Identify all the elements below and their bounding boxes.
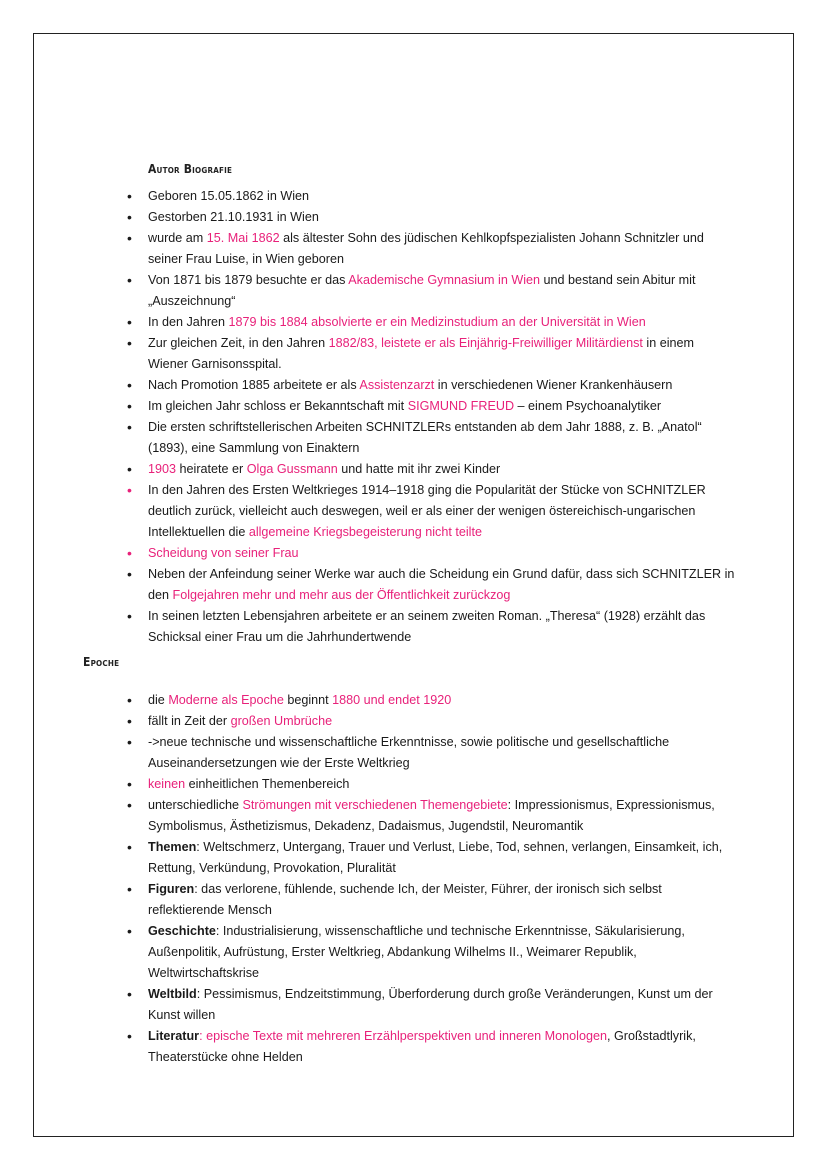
text-segment: Gestorben 21.10.1931 in Wien [148, 210, 319, 224]
text-segment: wurde am [148, 231, 207, 245]
heading-autor-biografie: Autor Biografie [148, 162, 233, 176]
list-item [127, 564, 737, 606]
bullet-icon: • [127, 398, 132, 414]
bullet-icon: • [127, 1028, 132, 1044]
list-item [127, 984, 737, 1026]
list-item [127, 543, 737, 564]
text-segment: unterschiedliche [148, 798, 243, 812]
highlighted-text: 1903 [148, 462, 177, 476]
list-item [127, 1026, 737, 1068]
text-segment: in einem Wiener Garnisonsspital. [148, 336, 695, 371]
list-item [127, 396, 737, 417]
text-segment: , Großstadtlyrik, Theaterstücke ohne Helden [148, 1029, 696, 1064]
bold-label: Literatur [148, 1029, 200, 1043]
list-item [127, 837, 737, 879]
highlighted-text: : [199, 1029, 207, 1043]
highlighted-text: Scheidung von seiner Frau [148, 546, 299, 560]
highlighted-text: Assistenzarzt [359, 378, 435, 392]
bullet-icon: • [127, 230, 132, 246]
highlighted-text: Moderne als Epoche [168, 693, 284, 707]
bullet-icon: • [127, 545, 132, 561]
bullet-icon: • [127, 314, 132, 330]
bullet-icon: • [127, 419, 132, 435]
bullet-icon: • [127, 692, 132, 708]
bullet-icon: • [127, 923, 132, 939]
epoch-list [127, 690, 737, 1068]
bullet-icon: • [127, 839, 132, 855]
list-item [127, 774, 737, 795]
bold-label: Themen [148, 840, 197, 854]
bullet-icon: • [127, 377, 132, 393]
text-segment: in verschiedenen Wiener Krankenhäusern [434, 378, 673, 392]
text-segment: einheitlichen Themenbereich [185, 777, 350, 791]
highlighted-text: 1882/83, leistete er als Einjährig-Freiwilliger Militärdienst [328, 336, 643, 350]
list-item [127, 207, 737, 228]
bullet-icon: • [127, 713, 132, 729]
bold-label: Weltbild [148, 987, 197, 1001]
text-segment: beginnt [283, 693, 333, 707]
highlighted-text: großen Umbrüche [230, 714, 333, 728]
bullet-icon: • [127, 608, 132, 624]
text-segment: : Impressionismus, Expressionismus, Symbolismus, Ästhetizismus, Dekadenz, Dadaismus, Jugendstil, Neuromantik [148, 798, 715, 833]
text-segment: : Pessimismus, Endzeitstimmung, Überforderung durch große Veränderungen, Kunst um der Kunst willen [148, 987, 713, 1022]
list-item [127, 228, 737, 270]
text-segment: In den Jahren [148, 315, 229, 329]
bullet-icon: • [127, 482, 132, 498]
highlighted-text: 1880 und endet 1920 [332, 693, 452, 707]
text-segment: Die ersten schriftstellerischen Arbeiten SCHNITZLERs entstanden ab dem Jahr 1888, z. B. „Anatol“ (1893), eine Sammlung von Einaktern [148, 420, 702, 455]
highlighted-text: Strömungen mit verschiedenen Themengebiete [242, 798, 508, 812]
list-item [127, 375, 737, 396]
text-segment: : Industrialisierung, wissenschaftliche und technische Erkenntnisse, Säkularisierung, Außenpolitik, Aufrüstung, Erster Weltkrieg, Abdankung Wilhelms II., Weimarer Republik, Weltwirtschaftskrise [148, 924, 685, 980]
list-item [127, 186, 737, 207]
bold-label: Figuren [148, 882, 195, 896]
highlighted-text: Olga Gussmann [246, 462, 338, 476]
bullet-icon: • [127, 734, 132, 750]
list-item [127, 690, 737, 711]
highlighted-text: keinen [148, 777, 186, 791]
text-segment: Von 1871 bis 1879 besuchte er das [148, 273, 349, 287]
text-segment: In den Jahren des Ersten Weltkrieges 1914–1918 ging die Popularität der Stücke von SCHNITZLER deutlich zurück, vielleicht auch deswegen, weil er als einer der wenigen östereichisch-ungarischen Intellektuellen die [148, 483, 706, 539]
text-segment: In seinen letzten Lebensjahren arbeitete er an seinem zweiten Roman. „Theresa“ (1928) erzählt das Schicksal einer Frau um die Jahrhundertwende [148, 609, 706, 644]
text-segment: fällt in Zeit der [148, 714, 231, 728]
highlighted-text: 15. Mai 1862 [206, 231, 280, 245]
highlighted-text: allgemeine Kriegsbegeisterung nicht teilte [248, 525, 482, 539]
bullet-icon: • [127, 986, 132, 1002]
text-segment: – einem Psychoanalytiker [514, 399, 662, 413]
list-item [127, 312, 737, 333]
bullet-icon: • [127, 776, 132, 792]
text-segment: Nach Promotion 1885 arbeitete er als [148, 378, 360, 392]
highlighted-text: Folgejahren mehr und mehr aus der Öffentlichkeit zurückzog [172, 588, 511, 602]
list-item [127, 270, 737, 312]
list-item [127, 606, 737, 648]
list-item [127, 480, 737, 543]
highlighted-text: SIGMUND FREUD [407, 399, 515, 413]
text-segment: Im gleichen Jahr schloss er Bekanntschaft mit [148, 399, 408, 413]
text-segment: und hatte mit ihr zwei Kinder [337, 462, 501, 476]
text-segment: Geboren 15.05.1862 in Wien [148, 189, 310, 203]
bullet-icon: • [127, 335, 132, 351]
highlighted-text: epische Texte mit mehreren Erzählperspektiven und inneren Monologen [206, 1029, 607, 1043]
list-item [127, 795, 737, 837]
text-segment: Neben der Anfeindung seiner Werke war auch die Scheidung ein Grund dafür, dass sich SCHNITZLER in den [148, 567, 735, 602]
highlighted-text: Akademische Gymnasium in Wien [348, 273, 541, 287]
text-segment: : das verlorene, fühlende, suchende Ich, der Meister, Führer, der ironisch sich selbst reflektierende Mensch [148, 882, 662, 917]
bold-label: Geschichte [148, 924, 216, 938]
list-item [127, 879, 737, 921]
text-segment: die [148, 693, 169, 707]
biography-list [127, 186, 737, 648]
list-item [127, 711, 737, 732]
bullet-icon: • [127, 209, 132, 225]
list-item [127, 417, 737, 459]
bullet-icon: • [127, 188, 132, 204]
bullet-icon: • [127, 566, 132, 582]
bullet-icon: • [127, 797, 132, 813]
bullet-icon: • [127, 461, 132, 477]
bullet-icon: • [127, 881, 132, 897]
bullet-icon: • [127, 272, 132, 288]
text-segment: Zur gleichen Zeit, in den Jahren [148, 336, 329, 350]
list-item [127, 732, 737, 774]
list-item [127, 921, 737, 984]
text-segment: heiratete er [176, 462, 247, 476]
list-item [127, 459, 737, 480]
heading-epoche: Epoche [83, 655, 120, 669]
text-segment: : Weltschmerz, Untergang, Trauer und Verlust, Liebe, Tod, sehnen, verlangen, Einsamkeit, ich, Rettung, Verkündung, Provokation, Pluralität [148, 840, 723, 875]
text-segment: als ältester Sohn des jüdischen Kehlkopfspezialisten Johann Schnitzler und seiner Frau Luise, in Wien geboren [148, 231, 704, 266]
text-segment: und bestand sein Abitur mit „Auszeichnung“ [148, 273, 696, 308]
text-segment: ->neue technische und wissenschaftliche Erkenntnisse, sowie politische und gesellschaftliche Auseinandersetzungen wie der Erste Weltkrieg [148, 735, 670, 770]
highlighted-text: 1879 bis 1884 absolvierte er ein Medizinstudium an der Universität in Wien [228, 315, 646, 329]
list-item [127, 333, 737, 375]
